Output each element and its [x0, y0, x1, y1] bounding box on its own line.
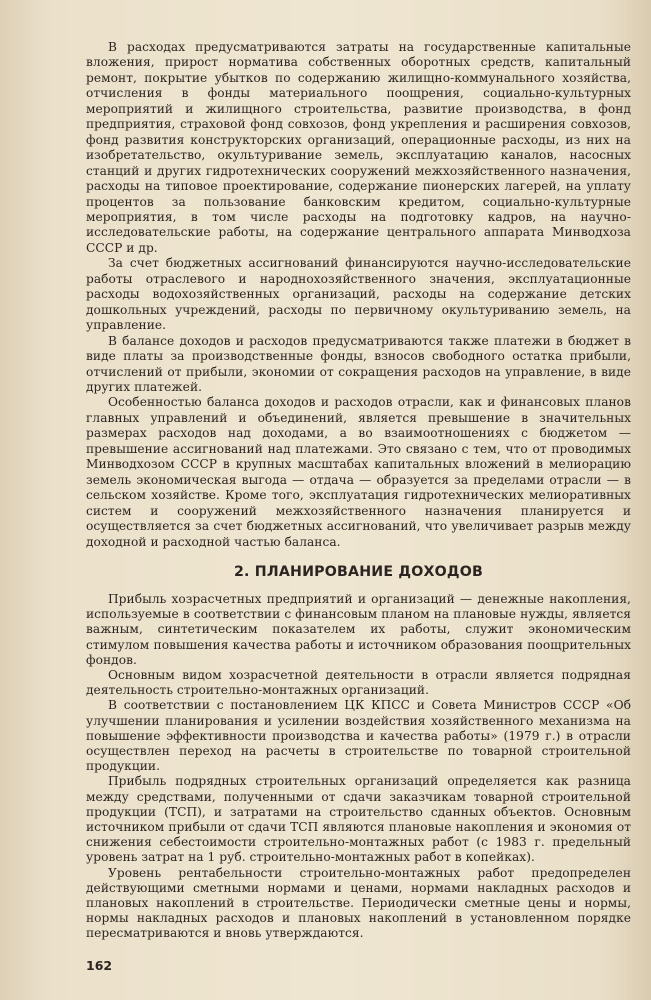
- page-content: [86, 40, 631, 942]
- paragraph: Особенностью баланса доходов и расходов отрасли, как и финансовых планов главных управлений и объединений, является превышение в значительных размерах расходов над доходами, а во взаимоотношениях с бюджетом — превышение ассигнований над платежами. Это связано с тем, что от проводимых Минводхозом СССР в крупных масштабах капитальных вложений в мелиорацию земель экономическая выгода — отдача — образуется за пределами отрасли — в сельском хозяйстве. Кроме того, эксплуатация гидротехнических мелиоративных систем и сооружений межхозяйственного назначения планируется и осуществляется за счет бюджетных ассигнований, что увеличивает разрыв между доходной и расходной частью баланса.: [86, 395, 631, 549]
- paragraph: За счет бюджетных ассигнований финансируются научно-исследовательские работы отраслевого и народнохозяйственного значения, эксплуатационные расходы водохозяйственных организаций, расходы на содержание детских дошкольных учреждений, расходы по первичному окультуриванию земель, на управление.: [86, 256, 631, 333]
- paragraph: Уровень рентабельности строительно-монтажных работ предопределен действующими сметными нормами и ценами, нормами накладных расходов и плановых накоплений в строительстве. Периодически сметные цены и нормы, нормы накладных расходов и плановых накоплений в установленном порядке пересматриваются и вновь утверждаются.: [86, 865, 631, 941]
- paragraph: В расходах предусматриваются затраты на государственные капитальные вложения, прирост норматива собственных оборотных средств, капитальный ремонт, покрытие убытков по содержанию жилищно-коммунального хозяйства, отчисления в фонды материального поощрения, социально-культурных мероприятий и жилищного строительства, развитие производства, в фонд предприятия, страховой фонд совхозов, фонд укрепления и расширения совхозов, фонд развития конструкторских организаций, операционные расходы, из них на изобретательство, окультуривание земель, эксплуатацию каналов, насосных станций и других гидротехнических сооружений межхозяйственного назначения, расходы на типовое проектирование, содержание пионерских лагерей, на уплату процентов за пользование банковским кредитом, социально-культурные мероприятия, в том числе расходы на подготовку кадров, на научно-исследовательские работы, на содержание центрального аппарата Минводхоза СССР и др.: [86, 40, 631, 255]
- section-expenses: [86, 40, 631, 550]
- paragraph: В балансе доходов и расходов предусматриваются также платежи в бюджет в виде платы за производственные фонды, взносов свободного остатка прибыли, отчислений от прибыли, экономии от сокращения расходов на управление, в виде других платежей.: [86, 333, 631, 394]
- paragraph: В соответствии с постановлением ЦК КПСС и Совета Министров СССР «Об улучшении планирования и усилении воздействия хозяйственного механизма на повышение эффективности производства и качества работы» (1979 г.) в отрасли осуществлен переход на расчеты в строительстве по товарной строительной продукции.: [86, 698, 631, 774]
- paragraph: Прибыль подрядных строительных организаций определяется как разница между средствами, полученными от сдачи заказчикам товарной строительной продукции (ТСП), и затратами на строительство сданных объектов. Основным источником прибыли от сдачи ТСП являются плановые накопления и экономия от снижения себестоимости строительно-монтажных работ (с 1983 г. предельный уровень затрат на 1 руб. строительно-монтажных работ в копейках).: [86, 774, 631, 865]
- paragraph: Основным видом хозрасчетной деятельности в отрасли является подрядная деятельность строительно-монтажных организаций.: [86, 667, 631, 698]
- paragraph: Прибыль хозрасчетных предприятий и организаций — денежные накопления, используемые в соответствии с финансовым планом на плановые нужды, является важным, синтетическим показателем их работы, служит экономическим стимулом повышения качества работы и источником образования поощрительных фондов.: [86, 591, 631, 667]
- page-number: 162: [86, 958, 113, 973]
- section-income-planning: [86, 592, 631, 942]
- section-heading: 2. ПЛАНИРОВАНИЕ ДОХОДОВ: [233, 563, 484, 580]
